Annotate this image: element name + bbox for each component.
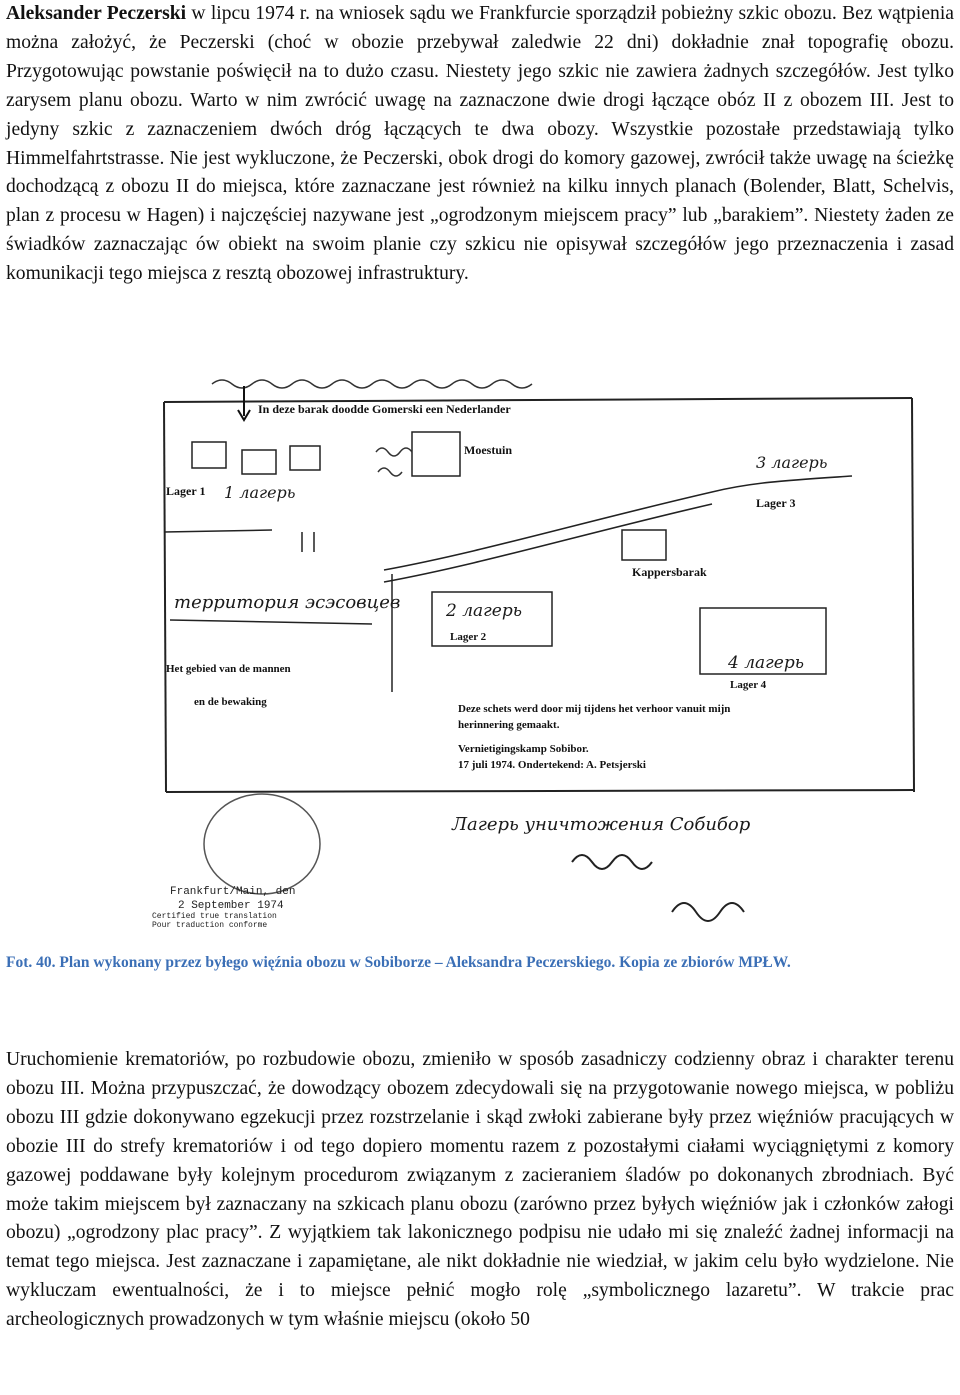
signature-handwritten: Лагерь уничтожения Собибор (452, 814, 751, 835)
bewaking-label: en de bewaking (194, 696, 267, 708)
person-name: Aleksander Peczerski (6, 3, 187, 24)
lager1-handwritten: 1 лагерь (224, 483, 296, 502)
note-line-1: Deze schets werd door mij tijdens het verhoor vanuit mijn (458, 703, 731, 715)
stamp-cert-2: Pour traduction conforme (152, 921, 268, 928)
moestuin-label: Moestuin (464, 443, 512, 457)
lager1-barrack-3 (290, 446, 320, 470)
territory-underline (170, 620, 372, 624)
lager3-handwritten: 3 лагерь (756, 453, 828, 472)
figure-caption: Fot. 40. Plan wykonany przez byłego więźnia obozu w Sobiborze – Aleksandra Peczerskiego. Kopia ze zbiorów MPŁW. (6, 954, 791, 971)
intro-paragraph (6, 0, 954, 289)
certification-stamp (204, 794, 320, 894)
sketch-right-border (912, 398, 914, 792)
moestuin-handwriting (376, 448, 412, 476)
barrack-note-label: In deze barak doodde Gomerski een Nederlander (258, 402, 511, 416)
lager2-handwritten: 2 лагерь (446, 601, 522, 621)
body-paragraph: Uruchomienie krematoriów, po rozbudowie obozu, zmieniło w sposób zasadniczy codzienny obraz i charakter terenu obozu III. Można przypuszczać, że dowodzący obozem zdecydowali się na przygotowanie nowego miejsca, w pobliżu obozu III gdzie dokonywano egzekucji przez rozstrzelanie i skąd zwłoki zabierane były przez więźniów pracujących w obozie III do strefy krematoriów i od tego dopiero momentu razem z pozostałymi ciałami wyciągniętymi z komory gazowej poddawane były kolejnym procedurom związanym z zacieraniem śladów po dokonanych zbrodniach. Być może takim miejscem był zaznaczany na szkicach planu obozu (zarówno przez byłych więźniów jak i członków załogi obozu) „ogrodzony plac pracy”. Z wyjątkiem tak lakonicznego podpisu nie udało mi się znaleźć żadnej informacji na temat tego miejsca. Jest zaznaczane i zapamiętane, ale nikt dokładnie nie wiedział, w jakim celu było wydzielone. Nie wykluczam ewentualności, że i to miejsce pełnić mogło rolę „symbolicznego lazaretu”. W trakcie prac archeologicznych prowadzonych w tym właśnie miejscu (około 50 (6, 1049, 954, 1331)
het-gebied-label: Het gebied van de mannen (166, 663, 291, 675)
stamp-cert-1: Certified true translation (152, 912, 277, 921)
stamp-date: 2 September 1974 (178, 900, 284, 912)
camp-sketch (152, 372, 922, 928)
intro-paragraph-text: w lipcu 1974 r. na wniosek sądu we Frankfurcie sporządził pobieżny szkic obozu. Bez wątpienia można założyć, że Peczerski (choć w obozie przebywał zaledwie 22 dni) dokładnie znał topografię obozu. Przygotowując powstanie poświęcił na to dużo czasu. Niestety jego szkic nie zawiera żadnych szczegółów. Jest tylko zarysem planu obozu. Warto w nim zwrócić uwagę na zaznaczone dwie drogi łączące obóz II z obozem III. Jest to jedyny szkic z zaznaczeniem dwóch dróg łączących te dwa obozy. Wszystkie pozostałe przedstawiają tylko Himmelfahrtstrasse. Nie jest wykluczone, że Peczerski, obok drogi do komory gazowej, zwrócił także uwagę na ścieżkę dochodzącą z obozu II do miejsca, które zaznaczane jest również na kilku innych planach (Bolender, Blatt, Schelvis, plan z procesu w Hagen) i najczęściej nazywane jest „ogrodzonym miejscem pracy” lub „barakiem”. Niestety żaden ze świadków zaznaczając ów obiekt na swoim planie czy szkicu nie opisywał szczegółów jego przeznaczenia i zasad komunikacji tego miejsca z resztą obozowej infrastruktury. (6, 3, 954, 285)
lager1-barrack-2 (242, 450, 276, 474)
kappersbarak-building (622, 530, 666, 560)
territory-handwritten: территория эсэсовцев (174, 592, 401, 613)
lager3-label: Lager 3 (756, 496, 796, 510)
sketch-left-border (164, 402, 166, 792)
lager1-label: Lager 1 (166, 484, 206, 498)
camp-gate-marks (302, 532, 314, 552)
stamp-place: Frankfurt/Main, den (170, 886, 296, 898)
signature-scribble (572, 855, 744, 921)
note-line-3: Vernietigingskamp Sobibor. (458, 743, 589, 755)
camp-sketch-figure (152, 372, 922, 928)
note-line-4: 17 juli 1974. Ondertekend: A. Petsjerski (458, 759, 646, 771)
sketch-bottom-border (166, 790, 914, 792)
lager4-label: Lager 4 (730, 679, 767, 691)
moestuin-square (412, 432, 460, 476)
lager2-label: Lager 2 (450, 631, 487, 643)
lager4-handwritten: 4 лагерь (728, 653, 804, 673)
lager1-boundary (164, 530, 272, 532)
note-line-2: herinnering gemaakt. (458, 719, 560, 731)
kappersbarak-label: Kappersbarak (632, 565, 707, 579)
top-handwriting-scribble (212, 380, 532, 388)
lager1-barrack-1 (192, 442, 226, 468)
road-to-lager3 (384, 476, 852, 570)
